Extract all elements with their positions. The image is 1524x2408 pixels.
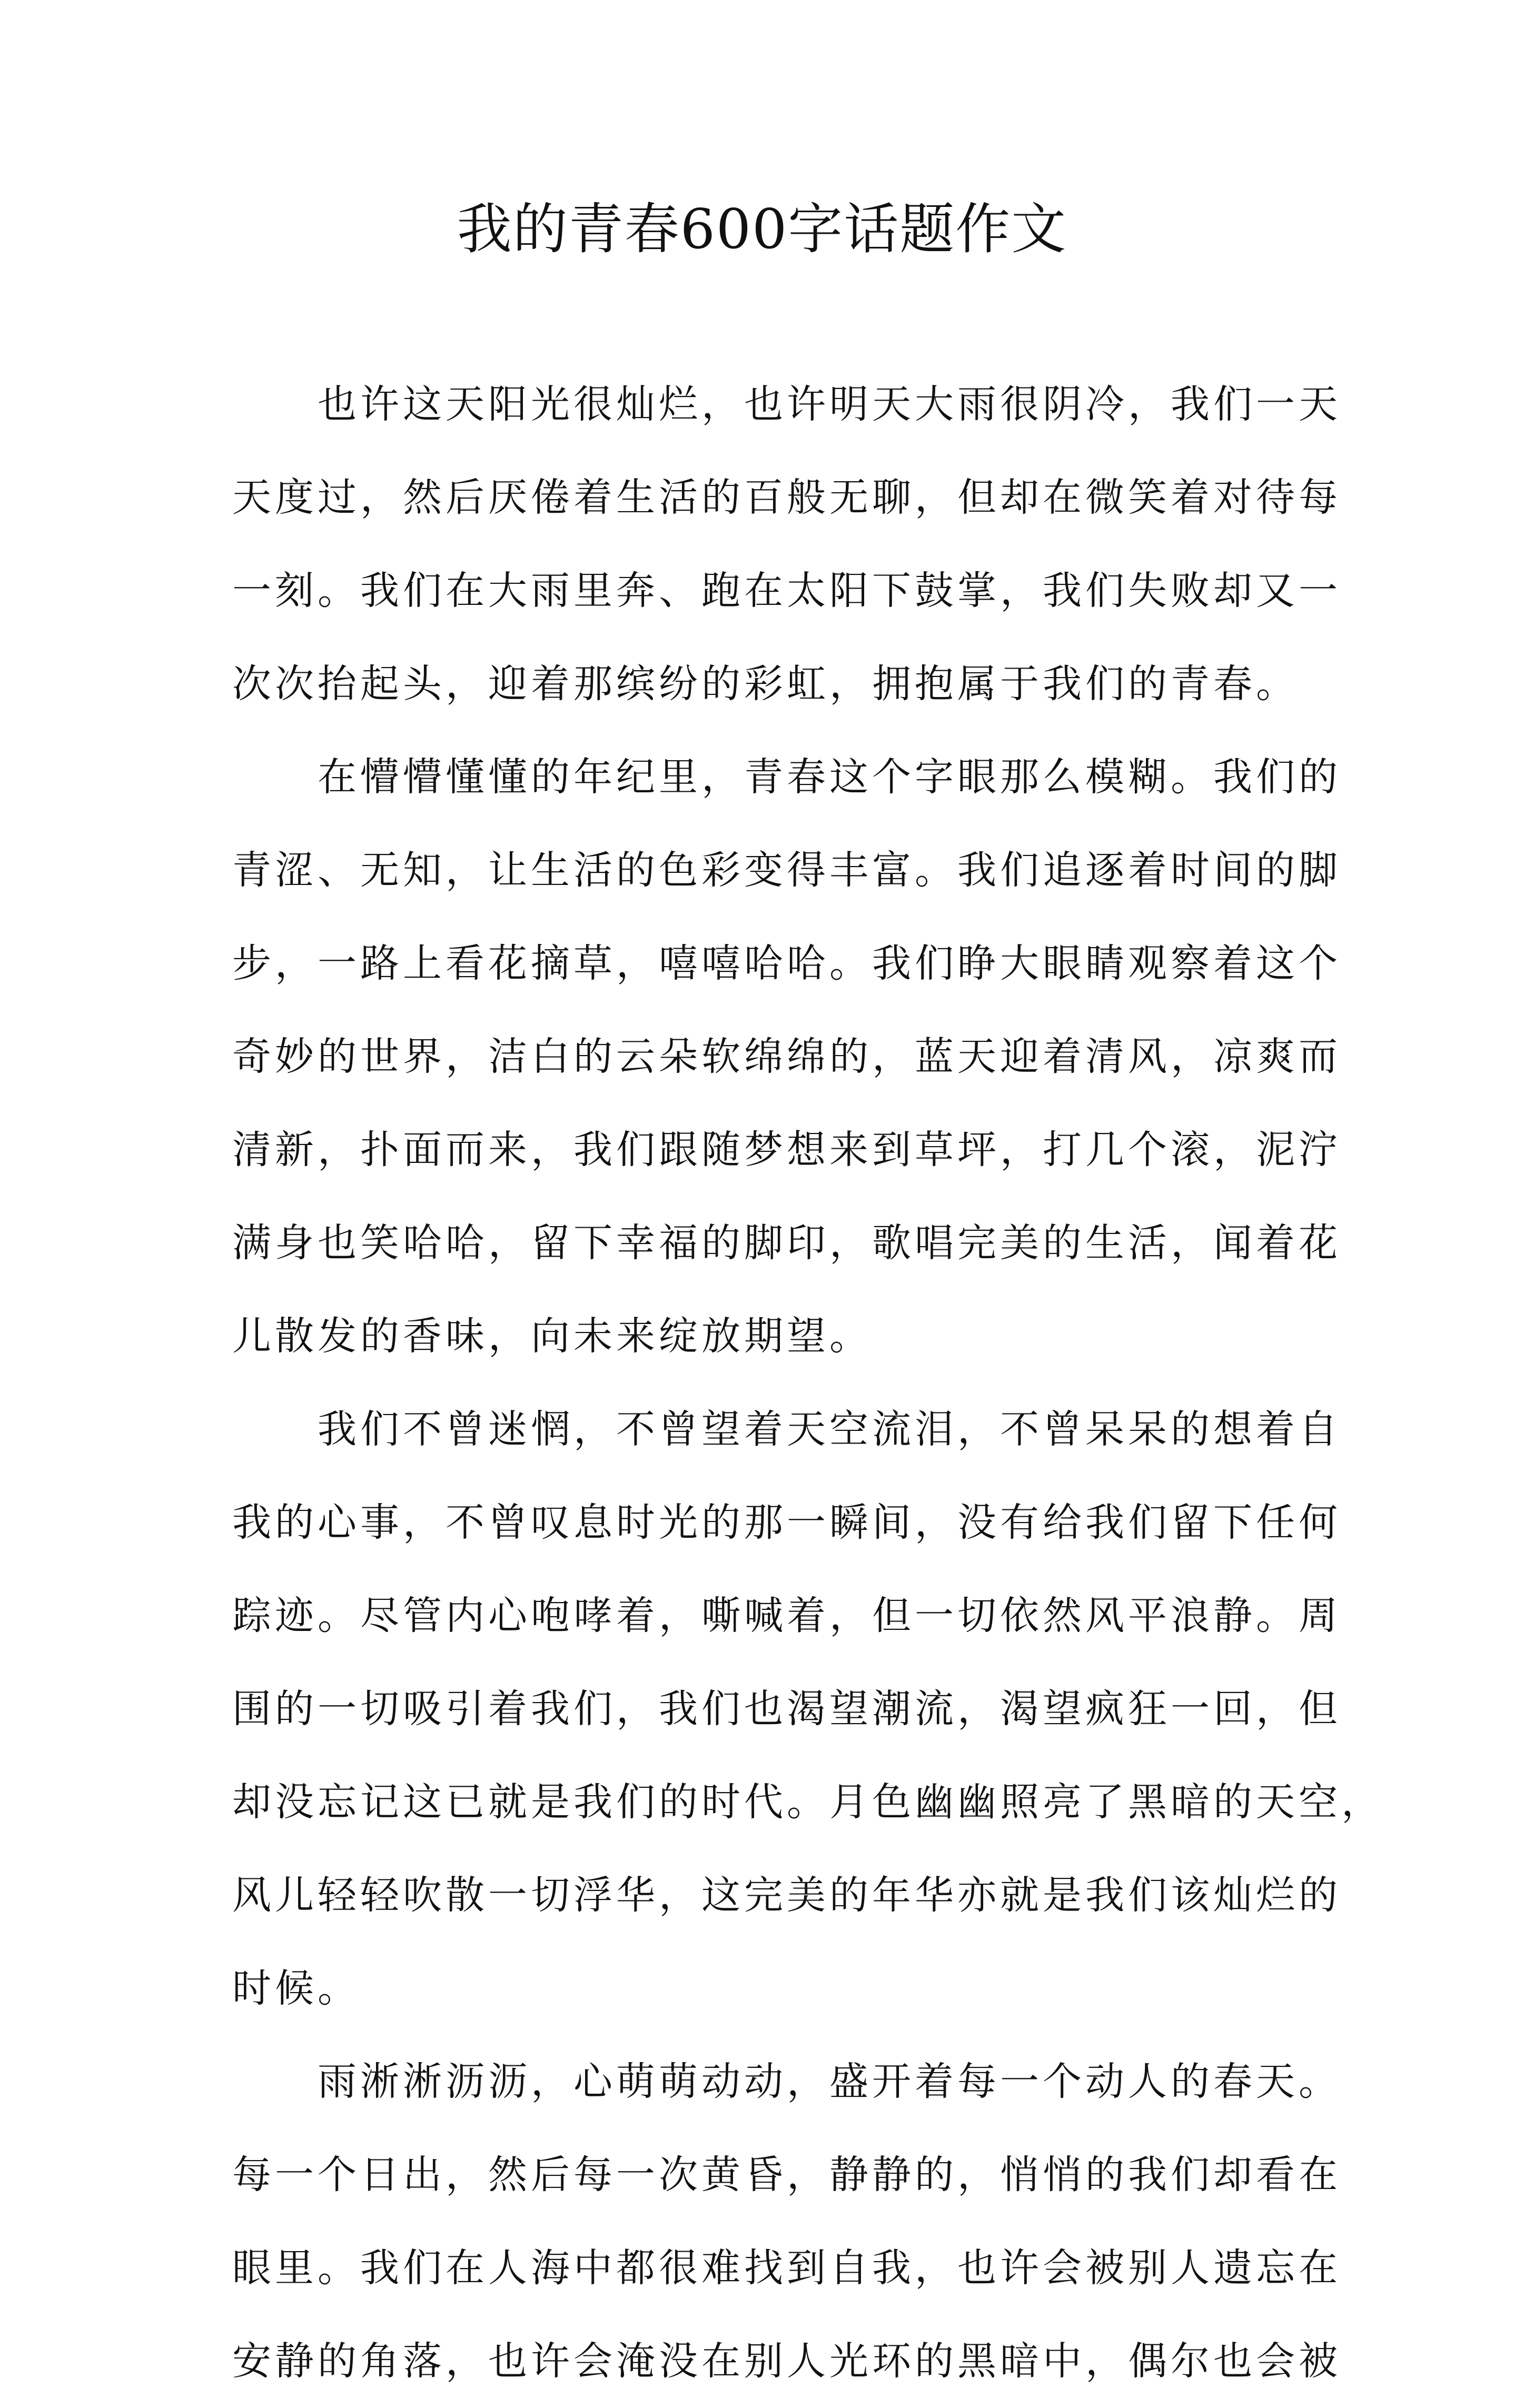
- essay-body: [232, 358, 1384, 2408]
- paragraph-2-line-5: 清新，扑面而来，我们跟随梦想来到草坪，打几个滚，泥泞: [232, 1127, 1341, 1172]
- paragraph-2-line-4: 奇妙的世界，洁白的云朵软绵绵的，蓝天迎着清风，凉爽而: [232, 1034, 1341, 1079]
- document-title: 我的青春600字话题作文: [457, 197, 1067, 261]
- paragraph-3-line-7: 时候。: [232, 1966, 360, 2011]
- paragraph-1-line-3: 一刻。我们在大雨里奔、跑在太阳下鼓掌，我们失败却又一: [232, 568, 1341, 613]
- paragraph-2-line-1: 在懵懵懂懂的年纪里，青春这个字眼那么模糊。我们的: [318, 754, 1341, 800]
- paragraph-2-line-3: 步，一路上看花摘草，嘻嘻哈哈。我们睁大眼睛观察着这个: [232, 941, 1341, 986]
- paragraph-3-line-5: 却没忘记这已就是我们的时代。月色幽幽照亮了黑暗的天空，: [232, 1779, 1384, 1825]
- paragraph-1-line-1: 也许这天阳光很灿烂，也许明天大雨很阴冷，我们一天: [318, 382, 1341, 427]
- paragraph-2-line-7: 儿散发的香味，向未来绽放期望。: [232, 1314, 872, 1359]
- paragraph-3-line-3: 踪迹。尽管内心咆哮着，嘶喊着，但一切依然风平浪静。周: [232, 1593, 1341, 1638]
- paragraph-4-line-4: 安静的角落，也许会淹没在别人光环的黑暗中，偶尔也会被: [232, 2339, 1341, 2384]
- paragraph-3-line-6: 风儿轻轻吹散一切浮华，这完美的年华亦就是我们该灿烂的: [232, 1873, 1341, 1918]
- paragraph-4-line-3: 眼里。我们在人海中都很难找到自我，也许会被别人遗忘在: [232, 2245, 1341, 2291]
- paragraph-3-line-2: 我的心事，不曾叹息时光的那一瞬间，没有给我们留下任何: [232, 1500, 1341, 1545]
- paragraph-3-line-4: 围的一切吸引着我们，我们也渴望潮流，渴望疯狂一回，但: [232, 1686, 1341, 1732]
- paragraph-1-line-4: 次次抬起头，迎着那缤纷的彩虹，拥抱属于我们的青春。: [232, 661, 1299, 707]
- paragraph-4-line-1: 雨淅淅沥沥，心萌萌动动，盛开着每一个动人的春天。: [318, 2059, 1341, 2104]
- paragraph-2-line-6: 满身也笑哈哈，留下幸福的脚印，歌唱完美的生活，闻着花: [232, 1220, 1341, 1266]
- paragraph-2-line-2: 青涩、无知，让生活的色彩变得丰富。我们追逐着时间的脚: [232, 848, 1341, 893]
- paragraph-4-line-2: 每一个日出，然后每一次黄昏，静静的，悄悄的我们却看在: [232, 2152, 1341, 2197]
- paragraph-3-line-1: 我们不曾迷惘，不曾望着天空流泪，不曾呆呆的想着自: [318, 1407, 1341, 1452]
- paragraph-1-line-2: 天度过，然后厌倦着生活的百般无聊，但却在微笑着对待每: [232, 475, 1341, 520]
